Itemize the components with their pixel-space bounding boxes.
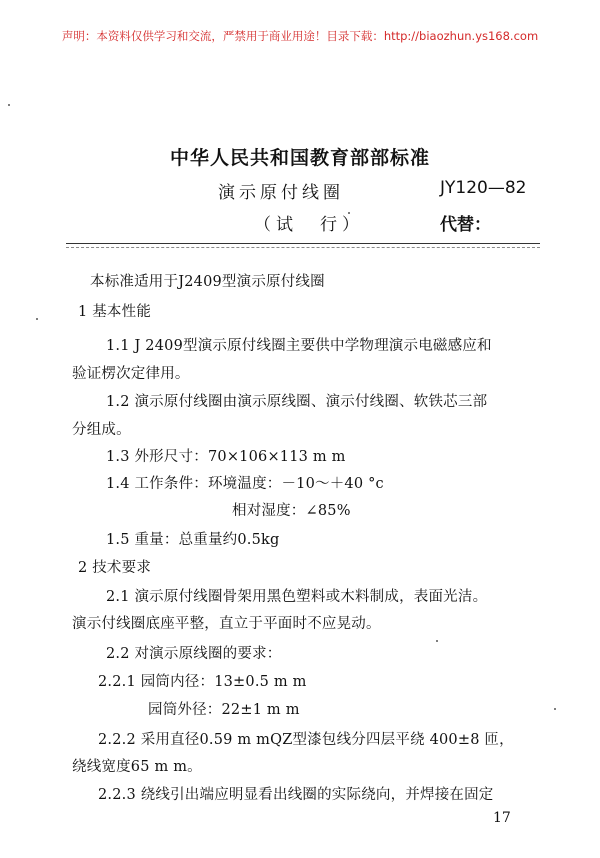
clause-2-2-2-line-1: 2.2.2 采用直径0.59 m mQZ型漆包线分四层平绕 400±8 匝， — [98, 732, 514, 748]
clause-1-1-line-2: 验证楞次定律用。 — [72, 366, 190, 382]
scan-speck — [36, 318, 38, 320]
clause-1-4-line-1: 1.4 工作条件：环境温度：－10～＋40 °c — [106, 476, 384, 492]
document-name: 演示原付线圈 — [218, 183, 344, 203]
clause-2-2-2-line-2: 绕线宽度65 m m。 — [72, 759, 202, 775]
scope-line: 本标准适用于J2409型演示原付线圈 — [90, 274, 325, 290]
clause-1-2-line-1: 1.2 演示原付线圈由演示原线圈、演示付线圈、软铁芯三部 — [106, 394, 488, 410]
scan-speck — [8, 104, 10, 106]
document-code: JY120—82 — [440, 178, 527, 198]
clause-2-1-line-2: 演示付线圈底座平整，直立于平面时不应晃动。 — [72, 616, 381, 632]
disclaimer-banner: 声明：本资料仅供学习和交流，严禁用于商业用途！目录下载：http://biaozhun.ys168.com — [61, 29, 539, 43]
document-status: （试 行） — [254, 215, 364, 235]
scan-speck — [436, 640, 438, 642]
clause-2-2-1-line-1: 2.2.1 园筒内径：13±0.5 m m — [98, 674, 307, 690]
section-1-heading: 1 基本性能 — [78, 304, 152, 320]
clause-1-2-line-2: 分组成。 — [72, 422, 131, 438]
header-rule-dashed — [66, 247, 540, 249]
scan-speck — [554, 708, 556, 710]
clause-1-5: 1.5 重量：总重量约0.5kg — [106, 532, 280, 548]
page-number: 17 — [493, 810, 511, 826]
clause-1-1-line-1: 1.1 J 2409型演示原付线圈主要供中学物理演示电磁感应和 — [106, 338, 492, 354]
clause-1-3: 1.3 外形尺寸：70×106×113 m m — [106, 449, 346, 465]
section-2-heading: 2 技术要求 — [78, 560, 152, 576]
replaces-label: 代替： — [440, 215, 491, 235]
clause-2-1-line-1: 2.1 演示原付线圈骨架用黑色塑料或木料制成，表面光洁。 — [106, 589, 488, 605]
scan-speck — [348, 212, 350, 214]
clause-2-2-1-line-2: 园筒外径：22±1 m m — [148, 702, 300, 718]
clause-2-2-3-line-1: 2.2.3 绕线引出端应明显看出线圈的实际绕向，并焊接在固定 — [98, 787, 494, 803]
header-rule — [66, 243, 540, 245]
clause-1-4-line-2: 相对湿度：∠85% — [232, 503, 351, 519]
clause-2-2: 2.2 对演示原线圈的要求： — [106, 646, 282, 662]
standard-title: 中华人民共和国教育部部标准 — [169, 147, 430, 169]
